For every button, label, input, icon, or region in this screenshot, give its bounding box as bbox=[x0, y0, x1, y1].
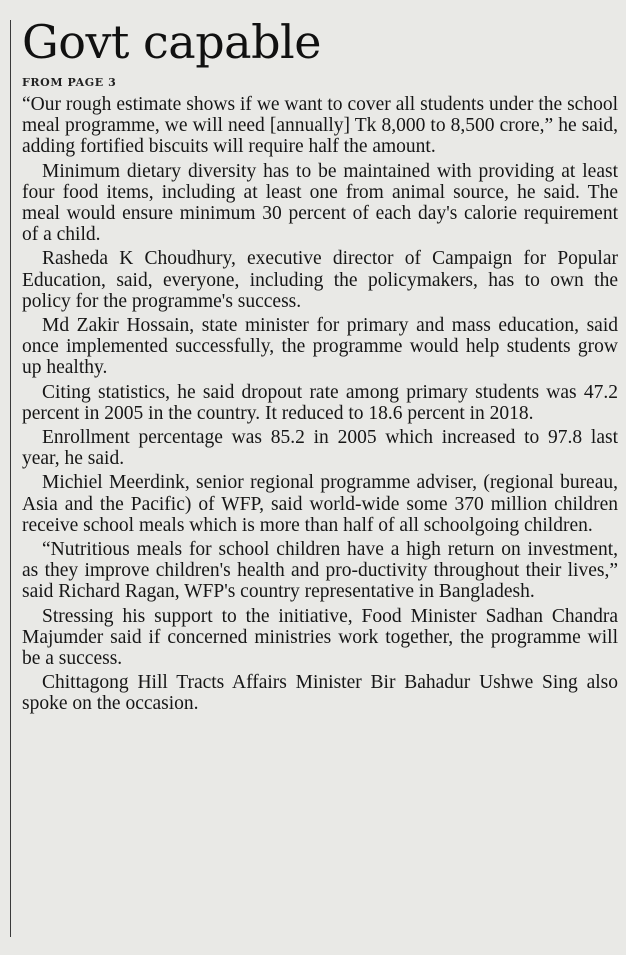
column-rule bbox=[10, 20, 11, 937]
article-headline: Govt capable bbox=[22, 15, 321, 69]
continued-from-label: FROM PAGE 3 bbox=[22, 76, 117, 89]
article-paragraph: Enrollment percentage was 85.2 in 2005 which increased to 97.8 last year, he said. bbox=[22, 427, 618, 470]
article-paragraph: Stressing his support to the initiative, Food Minister Sadhan Chandra Majumder said if concerned ministries work together, the programme will be a success. bbox=[22, 605, 618, 670]
article-paragraph: “Our rough estimate shows if we want to cover all students under the school meal programme, we will need [annually] Tk 8,000 to 8,500 crore,” he said, adding fortified biscuits will require half the amount. bbox=[22, 94, 618, 158]
article-paragraph: Chittagong Hill Tracts Affairs Minister Bir Bahadur Ushwe Sing also spoke on the occasion. bbox=[22, 672, 618, 715]
article-paragraph: Rasheda K Choudhury, executive director of Campaign for Popular Education, said, everyone, including the policymakers, has to own the policy for the programme's success. bbox=[22, 248, 618, 312]
article-body bbox=[22, 94, 618, 715]
article-paragraph: Md Zakir Hossain, state minister for primary and mass education, said once implemented successfully, the programme would help students grow up healthy. bbox=[22, 315, 618, 379]
article-paragraph: “Nutritious meals for school children have a high return on investment, as they improve children's health and pro-ductivity throughout their lives,” said Richard Ragan, WFP's country representative in Bangladesh. bbox=[22, 539, 618, 603]
article-paragraph: Michiel Meerdink, senior regional programme adviser, (regional bureau, Asia and the Pacific) of WFP, said world-wide some 370 million children receive school meals which is more than half of all schoolgoing children. bbox=[22, 472, 618, 536]
article-paragraph: Minimum dietary diversity has to be maintained with providing at least four food items, including at least one from animal source, he said. The meal would ensure minimum 30 percent of each day's calorie requirement of a child. bbox=[22, 160, 618, 246]
news-article bbox=[22, 14, 618, 715]
article-paragraph: Citing statistics, he said dropout rate among primary students was 47.2 percent in 2005 in the country. It reduced to 18.6 percent in 2018. bbox=[22, 381, 618, 424]
